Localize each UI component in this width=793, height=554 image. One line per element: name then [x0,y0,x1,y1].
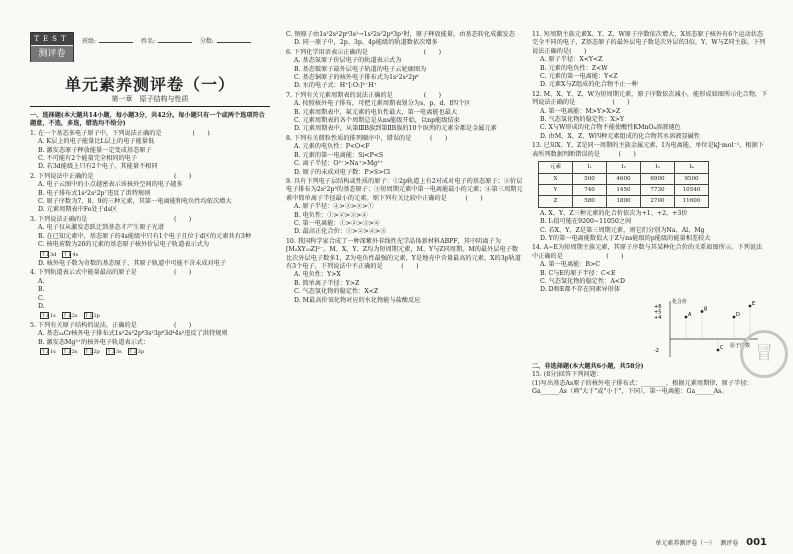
y-tick-label: -2 [654,347,659,354]
orbital-label: 3s [115,348,122,355]
option: C. 元素周期表的各个周期总是从ns能级开始，以np能级结束 [294,117,460,125]
option: D. D和E都不存在同素异形体 [540,286,621,294]
question [532,142,768,159]
orbital-group [62,312,78,319]
option: B. [38,286,45,294]
logo-top-text: TEST [31,33,73,46]
option: D. Y的第一电离能数值大于Z与ns能级的p能级的能量相差较大 [540,234,711,242]
orbital-group [62,251,78,258]
option: A. 元素的电负性：P<O<F [294,143,370,151]
option: C. 不可能有2个能量完全相同的电子 [38,155,138,163]
option: B. 气态氢化物的稳定性：X>Y [540,116,625,124]
column-1 [30,112,270,357]
orbital-label: 3p [137,348,145,355]
data-point [749,304,752,307]
orbital-label: 2s [71,348,78,355]
option: A. 基态₂₄Cr核外电子排布式1s²2s²2p⁶3s²3p⁶3d⁴4s²违反了洪特规则 [38,330,228,338]
ionization-table [538,161,709,208]
question [30,269,270,320]
question-stem: 12. M、X、Y、Z、W为短周期元素，原子序数依次减小，能形成如图所示化合物，下列说法正确的是 ( ) [532,90,768,107]
option: D. 由M、X、Z、W四种元素组成的化合物其水溶液显碱性 [540,132,701,140]
y-tick-label: +5 [654,309,662,316]
option: B. 电负性：①>②>③>④ [294,211,368,219]
question [286,135,524,177]
orbital-label: 3d [50,251,57,258]
question [286,31,524,48]
orbital-label: 4s [72,251,79,258]
orbital-diagram [30,251,270,259]
table-cell: 580 [573,196,607,207]
data-point [733,315,736,318]
column-2 [286,30,524,305]
footer-left: 单元素养测评卷（一） [655,540,713,547]
option: B. C与E的原子半径：C<E [540,269,616,277]
question-stem: 6. 下列化学用语表示正确的是 ( ) [286,48,442,56]
option: B. I₁值可能在9200~11050之间 [540,218,632,226]
option: C. 原子序数为7、8、9的三种元素，其第一电离能和电负性均依次增大 [38,198,232,206]
option: A. 原子半径：X<Y<Z [540,56,603,64]
option: A. 第一电离能：B>C [540,261,600,269]
option: A. [38,277,45,285]
question [286,49,524,91]
orbital-box: ↑↓ [41,251,50,258]
orbital-box: ↑↓ [106,348,116,355]
question-stem: 3. 下列说法正确的是 ( ) [30,215,192,223]
option: D. 水的电子式：H⁺[:O:]²⁻H⁺ [294,82,377,90]
orbital-box: ↑↓ [62,348,72,355]
option: C. 气态氢化物的稳定性：A<D [540,277,625,285]
footer-mid: 测评卷 [720,540,739,547]
option: A. K层上的电子能量比L层上的电子能量低 [38,138,155,146]
y-tick-label: +4 [654,314,662,321]
option: C. 离子半径：O²⁻>Na⁺>Mg²⁺ [294,160,383,168]
student-info-row [82,36,257,45]
table-cell: 1450 [607,184,641,195]
table-cell: X [539,173,573,184]
option: C. 气态氢化物的稳定性：X<Z [294,288,379,296]
orbital-box: ↑↓ [62,313,72,320]
data-point [701,310,704,313]
option: D. 若3d能级上只有2个电子，其能量不相同 [38,163,158,171]
option: B. 元素的电负性：Z<W [540,64,608,72]
orbital-group [40,348,56,355]
table-cell: 740 [573,184,607,195]
table-cell: 11600 [675,196,709,207]
question-stem: 11. 短周期主族元素X、Y、Z、W原子序数依次增大，X基态原子核外有6个运动状态完全不同的电子，Z基态原子的最外层电子数是次外层的3倍，Y、W与Z同主族。下列说法正确的是( ) [532,31,766,55]
page-footer [655,537,767,548]
test-logo [30,32,74,62]
table-header-cell: I₁ [573,162,607,173]
score-field[interactable] [217,36,251,43]
orbital-label: 1s [50,348,56,355]
option: B. 在已知元素中，基态原子的4s能级中只有1个电子且位于d区的元素共有3种 [38,232,252,240]
option: D. 元素周期表中，从第ⅢB族到第ⅡB族的10个纵列的元素全都是金属元素 [294,125,497,133]
logo-bottom-text: 测评卷 [31,46,73,62]
orbital-box: ↑↓ [41,348,50,355]
orbital-box: ↑↓ [84,313,93,320]
question-stem: 5. 下列有关原子结构的说法，正确的是 ( ) [30,321,192,329]
option: B. 基态铍原子最外层电子轨道的电子云轮廓图为 [294,65,427,73]
option: A. 原子半径：④>③>②>① [294,203,374,211]
column-3 [532,30,768,396]
q15-part1: (1)写出基态As原子的核外电子排布式：________，根据元素周期律，原子半径：Ga______As（填"大于"或"小于"，下同），第一电离能：Ga______As。 [532,379,753,395]
orbital-group [84,312,100,319]
orbital-group [128,348,144,355]
option: B. 元素的第一电离能：Si<P<S [294,151,384,159]
name-label: 姓名: [140,38,155,45]
table-cell: 4600 [607,173,641,184]
orbital-group [40,251,56,258]
question [30,173,270,215]
chapter-subtitle: 第一章 原子结构与性质 [30,94,270,107]
option: B. 简单离子半径：Y>Z [294,279,360,287]
question [30,216,270,268]
table-row [539,196,709,207]
option: A. 基态氮原子价层电子的轨道表示式为 [294,57,402,65]
class-label: 班级: [82,38,97,45]
col3-questions [532,31,768,295]
question [30,322,270,357]
option: D. 核外电子数为奇数的基态原子，其原子轨道中可能不含未成对电子 [38,259,227,267]
table-cell: 2700 [641,196,675,207]
option: B. 电子排布式1s²2s²2p⁷违反了洪特规则 [38,189,151,197]
section-1-heading: 一、选择题(本大题共14小题，每小题3分，共42分。每小题只有一个或两个选项符合题意，不选，多选，错选均不给分) [30,112,265,128]
question-stem: C. 钠原子由1s²2s²2p⁶3s¹→1s²2s²2p⁶3p¹时，原子释放能量，由基态转化成激发态 [286,31,515,38]
option: D. 原子的未成对电子数：P>S>Cl [294,168,391,176]
table-cell: 1800 [607,196,641,207]
point-label: D [736,311,740,318]
option: C. 若X、Y、Z是第三周期元素，则它们分别为Na、Al、Mg [540,226,705,234]
question-stem: 14. A~E为短周期主族元素，其原子序数与其某种化合价的关系如图所示。下列说法中正确的是 ( ) [532,244,763,260]
question [532,91,768,141]
question [532,210,768,244]
orbital-label: 2p [93,348,100,355]
page-title: 单元素养测评卷（一） [64,75,235,94]
option: D. 元素周期表中Fe处于ds区 [38,206,118,214]
y-axis-label: 化合价 [672,298,688,305]
point-label: B [704,306,708,313]
orbital-diagram [30,312,270,320]
q15-stem: 15. (8分)回答下列问题： [532,371,603,379]
orbital-box: ↑↓ [84,348,93,355]
option: B. 激发态原子释放能量一定变成基态原子 [38,146,152,154]
question [286,92,524,134]
orbital-box: ↑↓ [128,348,138,355]
question-stem: 13. 已知X、Y、Z是同一周期的主族金属元素，I为电离能，单位是kJ·mol⁻¹。根据下表所列数据判断错误的是 ( ) [532,142,764,158]
option: D. M最高价氧化物对应的水化物能与盐酸反应 [294,296,421,304]
option: A. 按照核外电子排布，可把元素周期表划分为s、p、d、f四个区 [294,100,471,108]
option: C. 第一电离能：①>②>③>④ [294,219,380,227]
y-tick-label: +6 [654,303,662,310]
question-stem: 7. 下列有关元素周期表的说法正确的是 ( ) [286,91,442,99]
table-cell: Y [539,184,573,195]
score-label: 分数: [199,38,214,45]
option: D. 最高正化合价：①>②>④>③ [294,228,387,236]
option: B. 激发态Mg²⁺的核外电子轨道表示式： [38,338,150,346]
orbital-label: 2p [93,313,100,320]
question-stem: 1. 在一个基态多电子原子中，下列说法正确的是 ( ) [30,129,210,137]
table-row [539,173,709,184]
question-stem: 2. 下列说法中正确的是 ( ) [30,172,192,180]
orbital-group [106,348,122,355]
table-header-cell: 元素 [539,162,573,173]
data-point [685,315,688,318]
option: D. 同一原子中，2p、3p、4p能级的轨道数依次增多 [294,39,438,47]
option: D. [38,302,45,310]
question [532,31,768,90]
watermark-seal: 冒 [740,330,788,378]
question-stem: 9. 具有下列电子层结构或性质的原子：①2p轨道上有2对成对电子的基态原子；②价层电子排布为2s²2p³的基态原子；③短周期元素中第一电离能最小的元素；④第三周期元素中简单离子半径最小的元素。则下列有关比较中正确的是 ( ) [286,177,523,202]
option: C. X与W形成的化合物不能使酸性KMnO₄溶液褪色 [540,124,681,132]
question-stem: 8. 下列有关微粒性质的排列顺序中，错误的是 ( ) [286,134,448,142]
question [30,130,270,172]
orbital-group [62,348,78,355]
table-header-row [539,162,709,173]
section-2-heading: 二、非选择题(本大题共6小题，共58分) [532,362,644,370]
option: B. 元素周期表中，氟元素的电负性最大，第一电离能也最大 [294,108,458,116]
option: A. X、Y、Z三种元素的化合价依次为+1、+2、+3价 [540,209,688,217]
table-header-cell: I₂ [607,162,641,173]
x-axis-label: 原子序数 [730,342,751,349]
option: C. [38,294,45,302]
option: D. 元素X与Z组成的化合物不止一种 [540,81,638,89]
orbital-label: 2s [71,313,78,320]
option: C. 基态铜原子的核外电子排布式为1s²2s²2p⁶ [294,74,419,82]
table-cell: Z [539,196,573,207]
option: A. 第一电离能：M>Y>X>Z [540,107,621,115]
table-cell: 500 [573,173,607,184]
option: C. 核电荷数为26的元素的基态原子核外价层电子轨道表示式为 [38,241,210,249]
orbital-diagram [30,348,270,356]
question-stem: 4. 下列轨道表示式中能量最高的原子是 ( ) [30,269,192,277]
option: A. 电子云图中的小点越密表示该核外空间的电子越多 [38,181,183,189]
point-label: C [720,344,724,351]
page-number: 001 [746,537,767,548]
question [286,238,524,305]
col1-questions [30,130,270,357]
table-cell: 9500 [675,173,709,184]
question [286,178,524,237]
orbital-box: ↑↓ [41,313,50,320]
table-cell: 7730 [641,184,675,195]
orbital-label: 1s [50,313,56,320]
option: A. 电负性：Y>X [294,271,341,279]
orbital-group [40,312,56,319]
table-cell: 10540 [675,184,709,195]
question-stem: 10. 我国科学家合成了一种深紫外非线性光学晶体新材料ABPF，其中阴离子为[M₂XY₁₀Z]²⁻。M、X、Y、Z均为短周期元素，M、Y与Z同周期，M的最外层电子数比次外层电子数多1，Z为电负性最强的元素，Y是地壳中含量最高的元素，X的3p轨道有3个电子。下列说法中不正确的是 ( ) [286,237,521,270]
name-field[interactable] [158,36,192,43]
question [532,244,768,294]
table-header-cell: I₄ [675,162,709,173]
point-label: E [752,300,756,307]
table-cell: 6900 [641,173,675,184]
option: A. 电子仅从激发态跃迁到基态才产生原子光谱 [38,224,164,232]
option: C. 元素的第一电离能：Y<Z [540,73,618,81]
col2-questions [286,31,524,305]
table-row [539,184,709,195]
orbital-group [84,348,100,355]
data-point [717,348,720,351]
point-label: A [688,311,692,318]
class-field[interactable] [99,36,133,43]
table-header-cell: I₃ [641,162,675,173]
orbital-box: ↑↓ [63,251,72,258]
